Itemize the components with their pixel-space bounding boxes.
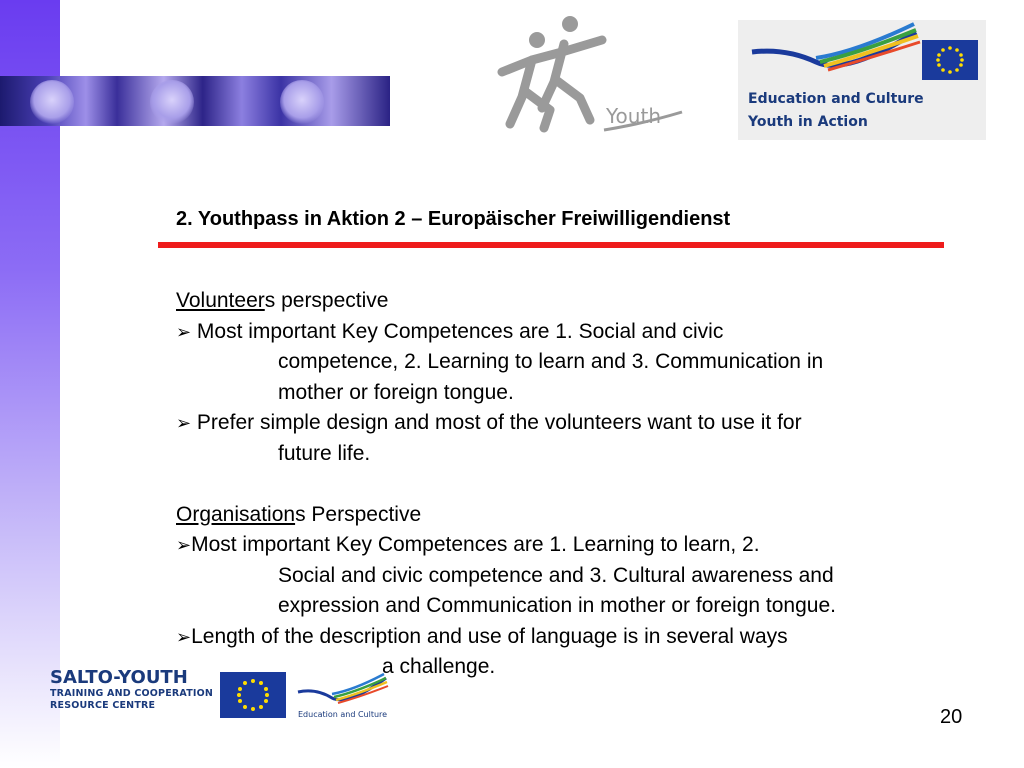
face-image	[280, 80, 324, 124]
arrow-bullet-icon: ➢	[176, 413, 192, 433]
arrow-bullet-icon: ➢	[176, 626, 192, 647]
organisations-heading	[176, 500, 976, 531]
salto-youth-logo	[50, 668, 213, 712]
eac-line1: Education and Culture	[748, 91, 924, 107]
youth-programme-logo	[492, 12, 692, 142]
volunteers-heading-underlined: Volunteer	[176, 289, 265, 312]
bullet-continuation: competence, 2. Learning to learn and 3. Communication in	[278, 350, 824, 373]
bullet-text: Most important Key Competences are 1. Social and civic	[191, 319, 724, 343]
footer-logos	[50, 668, 390, 728]
list-item	[176, 530, 976, 561]
title-underline-rule	[158, 242, 944, 248]
list-item	[176, 317, 976, 348]
page-number: 20	[940, 706, 963, 728]
spacer	[176, 469, 976, 500]
eac-swoosh-icon	[294, 672, 390, 708]
salto-line1: TRAINING AND COOPERATION	[50, 688, 214, 699]
youth-figures-icon	[492, 12, 692, 142]
mini-eac-label: Education and Culture	[298, 710, 388, 719]
face-image	[30, 80, 74, 124]
volunteers-heading	[176, 286, 976, 317]
youth-photo-strip	[0, 76, 390, 126]
list-item	[176, 622, 976, 653]
youth-logo-label: Youth	[606, 104, 661, 128]
mini-education-culture-logo	[294, 672, 390, 724]
bullet-continuation: mother or foreign tongue.	[278, 380, 514, 404]
list-item	[176, 408, 976, 439]
slide-title: 2. Youthpass in Aktion 2 – Europäischer Freiwilligendienst	[176, 208, 731, 230]
bullet-continuation: expression and Communication in mother or foreign tongue.	[278, 594, 836, 617]
eu-flag-icon	[922, 40, 978, 80]
bullet-continuation: Social and civic competence and 3. Cultural awareness and	[278, 563, 834, 587]
bullet-continuation: future life.	[278, 441, 371, 465]
salto-line2: RESOURCE CENTRE	[50, 700, 156, 711]
arrow-bullet-icon: ➢	[176, 321, 192, 342]
bullet-text: Length of the description and use of language is in several ways	[191, 624, 788, 648]
face-image	[150, 80, 194, 124]
education-culture-logo	[738, 20, 986, 140]
slide-body	[176, 286, 976, 683]
salto-title: SALTO-YOUTH	[50, 667, 188, 688]
bullet-text: Most important Key Competences are 1. Learning to learn, 2.	[191, 533, 760, 556]
bullet-text: Prefer simple design and most of the volunteers want to use it for	[191, 411, 802, 434]
organisations-heading-underlined: Organisation	[176, 502, 296, 526]
organisations-heading-rest: s Perspective	[295, 502, 422, 526]
volunteers-heading-rest: s perspective	[264, 289, 389, 312]
eac-line2: Youth in Action	[748, 114, 868, 130]
eu-flag-icon	[220, 672, 286, 718]
arrow-bullet-icon: ➢	[176, 535, 192, 555]
bullet-continuation: a challenge.	[382, 655, 496, 678]
eac-logo-text	[748, 88, 924, 134]
eac-swoosh-icon	[746, 22, 926, 84]
